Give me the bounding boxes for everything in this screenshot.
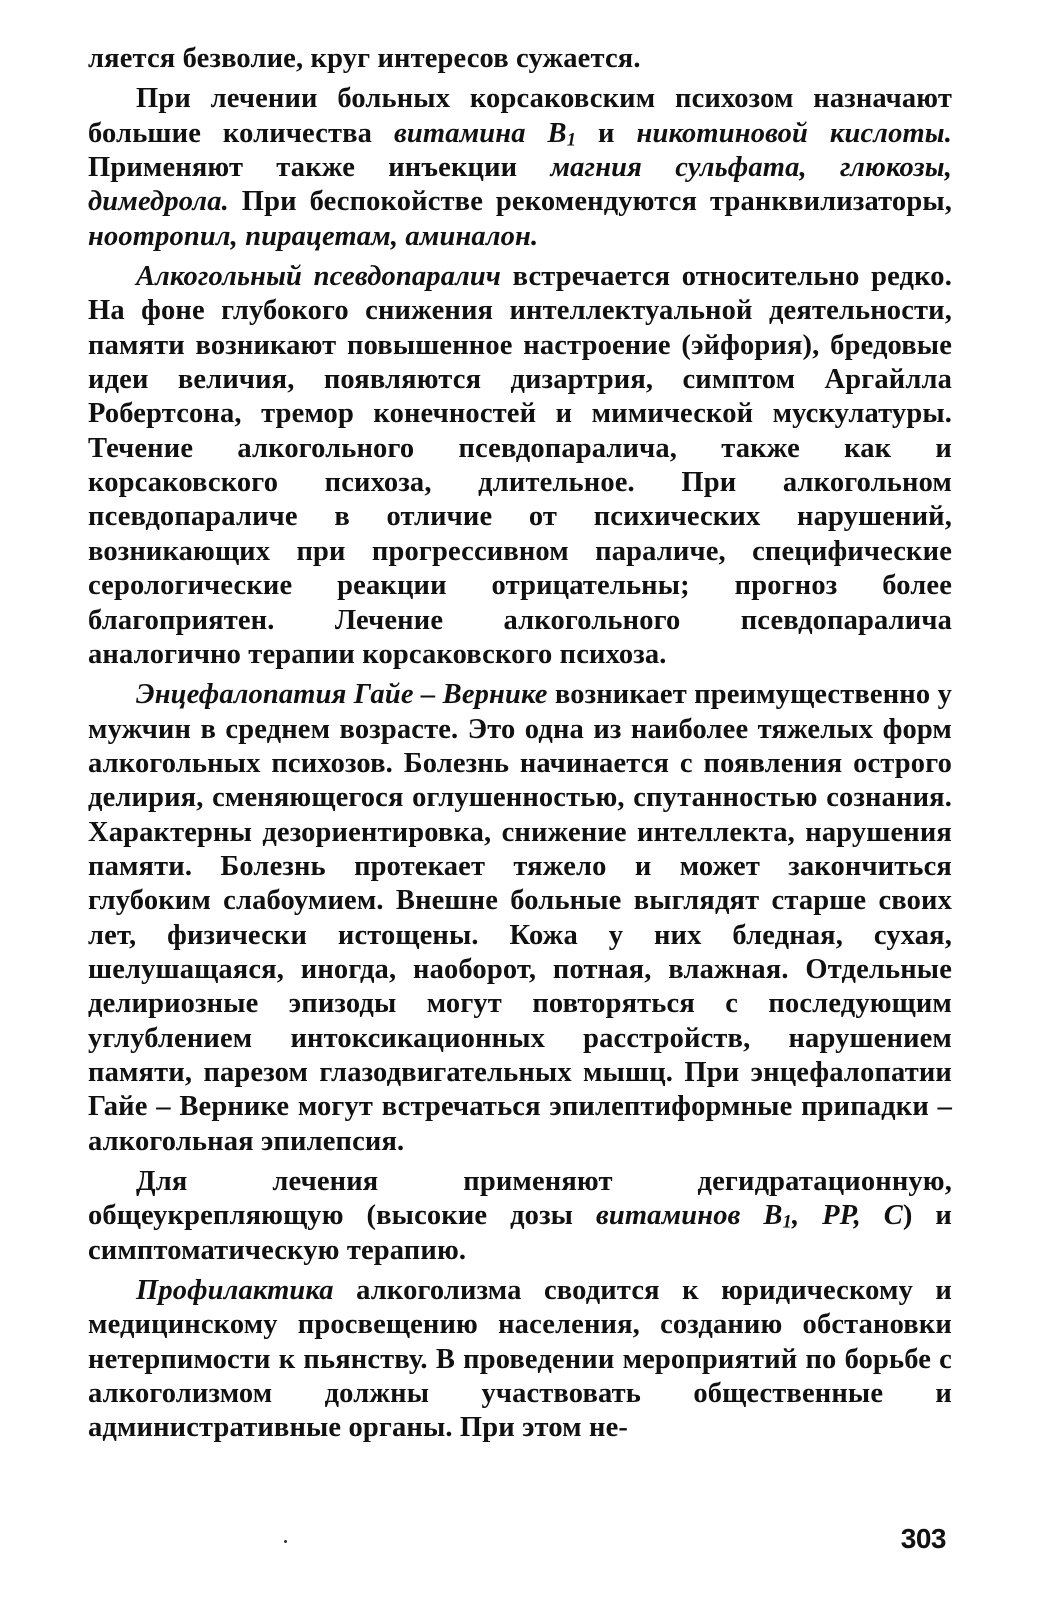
italic-term: 1	[566, 129, 577, 151]
paragraph-p2	[88, 260, 952, 672]
text-run: встречается относительно редко. На фоне глубокого снижения интеллектуальной деятельности, памяти возникают повышенное настроение (эйфория), бредовые идеи величия, появляются дизартрия, симптом Аргайлла Робертсона, тремор конечностей и мимической мускулатуры. Течение алкогольного псевдопаралича, также как и корсаковского психоза, длительное. При алкогольном псевдопараличе в отличие от психических нарушений, возникающих при прогрессивном параличе, специфические серологические реакции отрицательны; прогноз более благоприятен. Лечение алкогольного псевдопаралича аналогично терапии корсаковского психоза.	[88, 261, 952, 670]
paragraph-p3	[88, 678, 952, 1159]
italic-term: ноотропил, пирацетам, аминалон.	[88, 220, 539, 252]
text-run: При беспокойстве рекомендуются транквилизаторы,	[228, 186, 952, 218]
paragraph-p5	[88, 1274, 952, 1446]
italic-term: никотиновой кислоты.	[636, 117, 953, 149]
italic-term: витаминов B	[595, 1200, 783, 1232]
text-run: Для лечения применяют дегидратационную, общеукрепляющую (высокие дозы	[88, 1166, 952, 1232]
italic-term: Профилактика	[136, 1275, 334, 1307]
text-run: алкоголизма сводится к юридическому и медицинскому просвещению населения, созданию обстановки нетерпимости к пьянству. В проведении мероприятий по борьбе с алкоголизмом должны участвовать общественные и административные органы. При этом не-	[88, 1275, 952, 1444]
italic-term: Энцефалопатия Гайе – Вернике	[136, 679, 548, 711]
italic-term: Алкогольный псевдопаралич	[136, 261, 501, 293]
paragraph-p0	[88, 42, 952, 76]
text-run: и	[576, 117, 637, 149]
print-speck	[284, 1540, 287, 1543]
italic-term: витамина B	[394, 117, 567, 149]
text-run: ляется безволие, круг интересов сужается.	[88, 43, 641, 74]
text-run: При лечении больных корсаковским психозом назначают большие количества	[88, 83, 952, 149]
page-number: 303	[900, 1523, 946, 1554]
italic-term: 1	[782, 1212, 792, 1234]
text-run: возникает преимущественно у мужчин в среднем возрасте. Это одна из наиболее тяжелых форм алкогольных психозов. Болезнь начинается с появления острого делирия, сменяющегося оглушенностью, спутанностью сознания. Характерны дезориентировка, снижение интеллекта, нарушения памяти. Болезнь протекает тяжело и может закончиться глубоким слабоумием. Внешне больные выглядят старше своих лет, физически истощены. Кожа у них бледная, сухая, шелушащаяся, иногда, наоборот, потная, влажная. Отдельные делириозные эпизоды могут повторяться с последующим углублением интоксикационных расстройств, нарушением памяти, парезом глазодвигательных мышц. При энцефалопатии Гайе – Вернике могут встречаться эпилептиформные припадки – алкогольная эпилепсия.	[88, 679, 952, 1157]
italic-term: магния сульфата, глюкозы, димедрола.	[88, 152, 952, 218]
text-run: ) и симптоматическую терапию.	[88, 1200, 952, 1266]
paragraph-p1	[88, 82, 952, 254]
text-run: Применяют также инъекции	[88, 152, 551, 184]
italic-term: , PP, C	[791, 1200, 903, 1232]
body-text	[88, 42, 952, 1446]
paragraph-p4	[88, 1165, 952, 1268]
